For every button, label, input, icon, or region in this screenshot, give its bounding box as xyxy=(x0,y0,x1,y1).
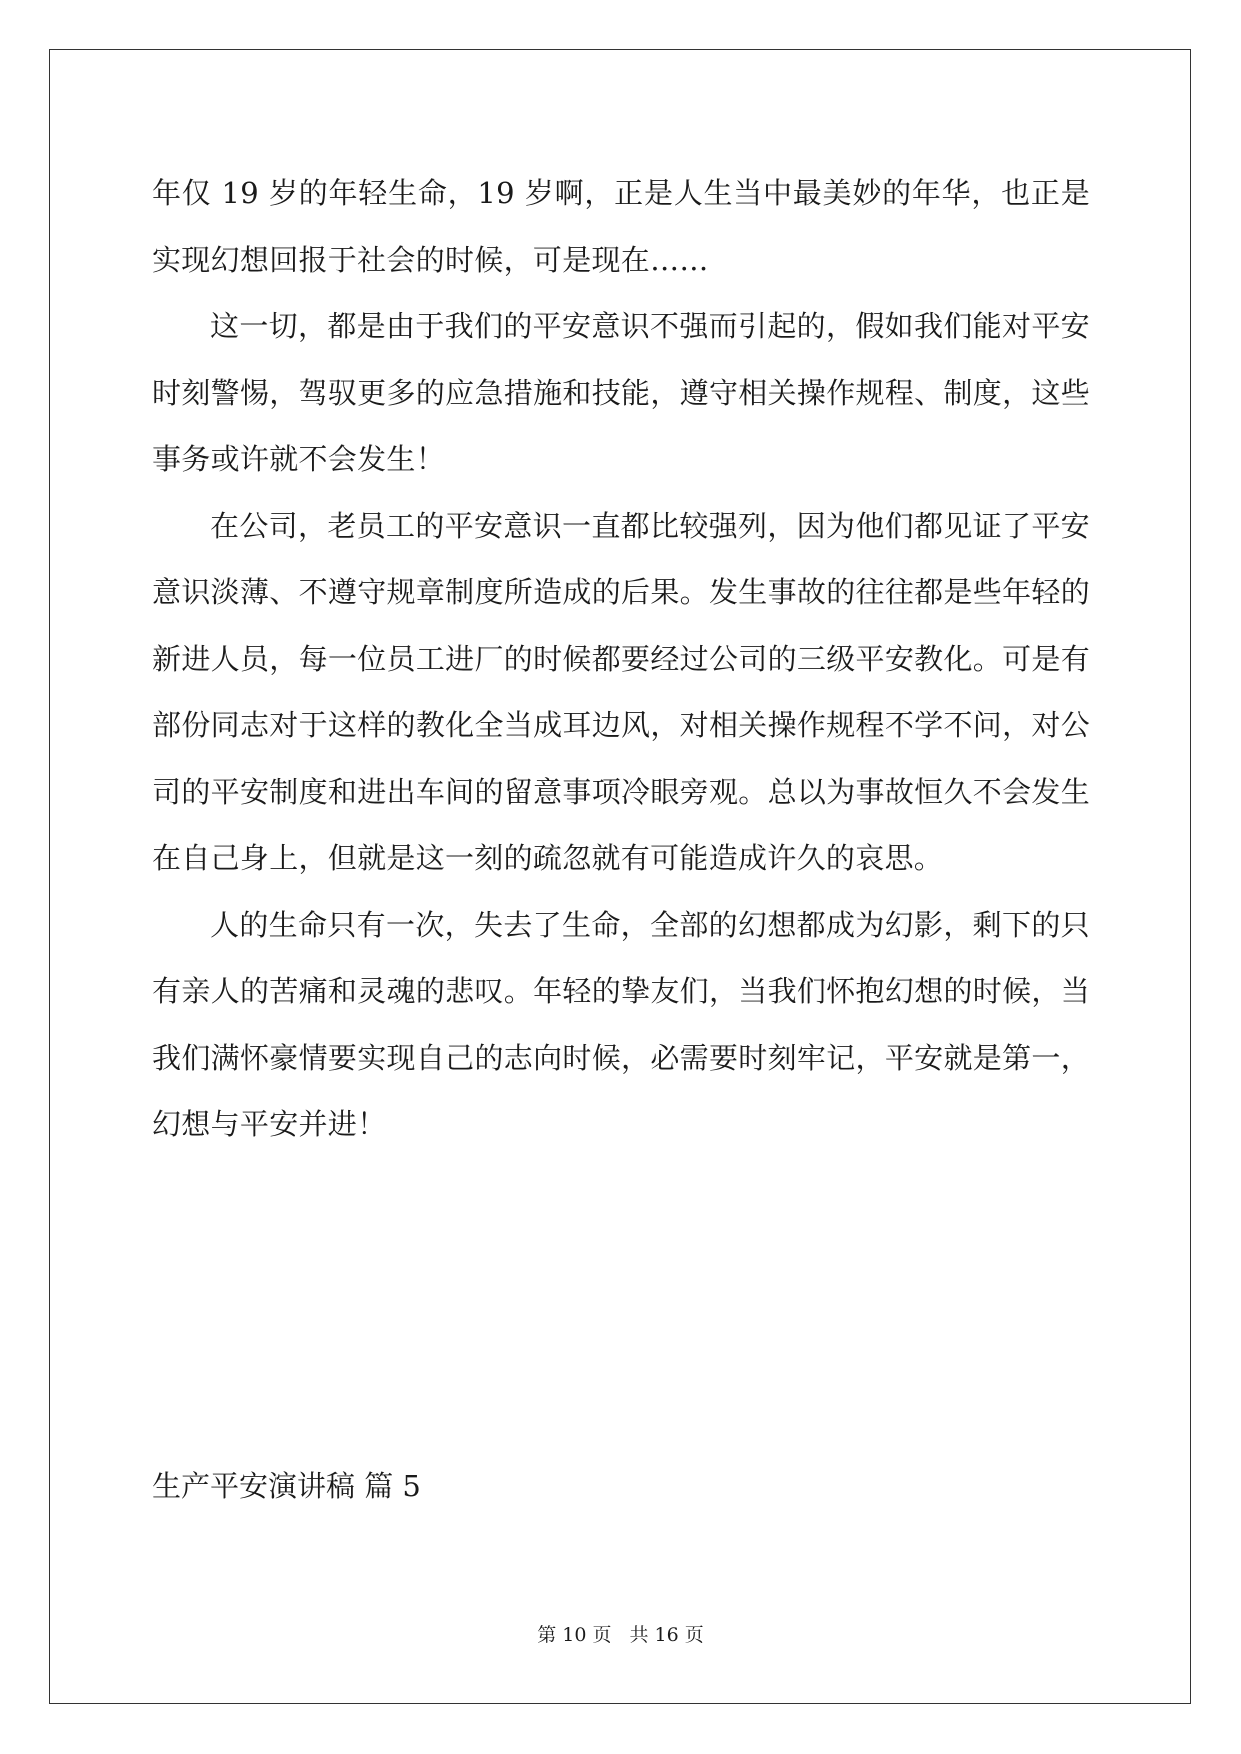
paragraph-4: 人的生命只有一次，失去了生命，全部的幻想都成为幻影，剩下的只有亲人的苦痛和灵魂的悲叹。年轻的挚友们，当我们怀抱幻想的时候，当我们满怀豪情要实现自己的志向时候，必需要时刻牢记，平安就是第一，幻想与平安并进！ xyxy=(152,907,1090,1141)
document-body xyxy=(152,160,1090,1158)
paragraph-2: 这一切，都是由于我们的平安意识不强而引起的，假如我们能对平安时刻警惕，驾驭更多的应急措施和技能，遵守相关操作规程、制度，这些事务或许就不会发生！ xyxy=(152,309,1090,476)
page-footer xyxy=(0,1622,1241,1648)
paragraph-3: 在公司，老员工的平安意识一直都比较强列，因为他们都见证了平安意识淡薄、不遵守规章制度所造成的后果。发生事故的往往都是些年轻的新进人员，每一位员工进厂的时候都要经过公司的三级平安教化。可是有部份同志对于这样的教化全当成耳边风，对相关操作规程不学不问，对公司的平安制度和进出车间的留意事项冷眼旁观。总以为事故恒久不会发生在自己身上，但就是这一刻的疏忽就有可能造成许久的哀思。 xyxy=(152,508,1090,875)
paragraph-1: 年仅 19 岁的年轻生命，19 岁啊，正是人生当中最美妙的年华，也正是实现幻想回报于社会的时候，可是现在…… xyxy=(152,176,1090,277)
page-total: 共 16 页 xyxy=(629,1624,704,1646)
section-heading: 生产平安演讲稿 篇 5 xyxy=(152,1469,421,1503)
page-number: 第 10 页 xyxy=(537,1624,612,1646)
